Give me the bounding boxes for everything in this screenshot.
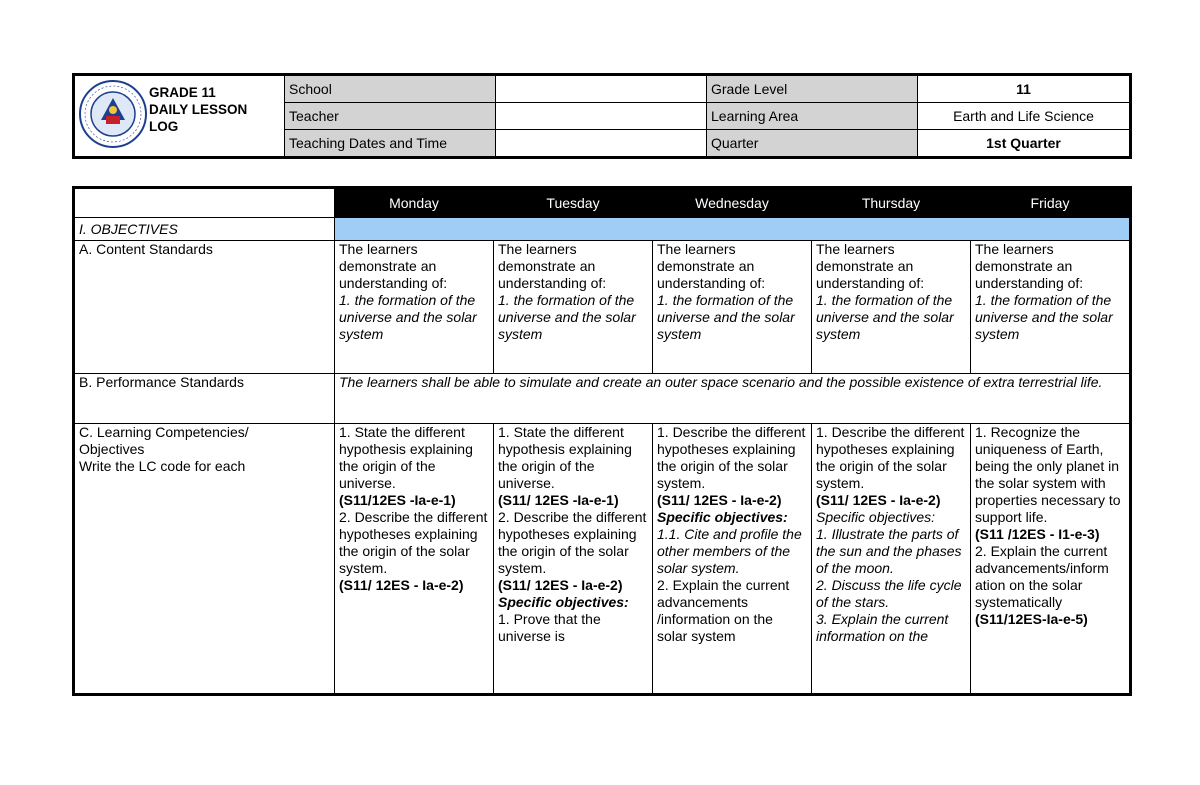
competency-text: 1.1. Cite and profile the other members of the solar system. <box>657 526 802 576</box>
competency-text: 1. Prove that the universe is <box>498 611 601 644</box>
doc-title <box>149 84 247 135</box>
competency-text: 3. Explain the current information on the <box>816 611 949 644</box>
content-standards-monday <box>335 241 494 374</box>
objectives-bar <box>335 218 1131 241</box>
competency-text: 1. State the different hypothesis explaining the origin of the universe. <box>498 424 632 491</box>
competencies-thursday <box>812 424 971 695</box>
title-cell <box>74 75 285 158</box>
doc-title-line: LOG <box>149 119 179 134</box>
competency-text: 2. Describe the different hypotheses explaining the origin of the solar system. <box>339 509 488 576</box>
teacher-label: Teacher <box>285 103 496 130</box>
competency-text: 1. Describe the different hypotheses explaining the origin of the solar system. <box>816 424 965 491</box>
competency-text: 1. State the different hypothesis explaining the origin of the universe. <box>339 424 473 491</box>
competencies-label-line: Write the LC code for each <box>79 458 246 474</box>
content-standards-friday <box>971 241 1131 374</box>
specific-objectives-heading: Specific objectives: <box>498 594 629 610</box>
header-table <box>72 73 1132 159</box>
competency-text: 2. Explain the current advancements/inform ation on the solar systematically <box>975 543 1109 610</box>
quarter-value[interactable]: 1st Quarter <box>918 130 1131 158</box>
lesson-log-table <box>72 186 1132 696</box>
content-standards-item: 1. the formation of the universe and the solar system <box>816 292 954 342</box>
competencies-label-line: Objectives <box>79 441 145 457</box>
deped-seal-icon <box>79 80 147 148</box>
lc-code: (S11 /12ES - I1-e-3) <box>975 526 1100 542</box>
performance-standards-text: The learners shall be able to simulate and create an outer space scenario and the possible existence of extra terrestrial life. <box>335 374 1131 424</box>
content-standards-row <box>74 241 1131 374</box>
content-standards-wednesday <box>653 241 812 374</box>
content-standards-intro: The learners demonstrate an understanding of: <box>657 241 766 291</box>
objectives-label: I. OBJECTIVES <box>74 218 335 241</box>
content-standards-item: 1. the formation of the universe and the solar system <box>339 292 477 342</box>
performance-standards-row <box>74 374 1131 424</box>
objectives-row <box>74 218 1131 241</box>
performance-standards-label: B. Performance Standards <box>74 374 335 424</box>
day-header-row <box>74 188 1131 218</box>
lc-code: (S11/12ES -Ia-e-1) <box>339 492 456 508</box>
competencies-tuesday <box>494 424 653 695</box>
competencies-label <box>74 424 335 695</box>
content-standards-intro: The learners demonstrate an understanding of: <box>816 241 925 291</box>
teacher-value[interactable] <box>496 103 707 130</box>
day-header-friday: Friday <box>971 188 1131 218</box>
specific-objectives-heading: Specific objectives: <box>657 509 788 525</box>
competencies-monday <box>335 424 494 695</box>
competencies-label-line: C. Learning Competencies/ <box>79 424 249 440</box>
content-standards-intro: The learners demonstrate an understanding of: <box>339 241 448 291</box>
day-header-monday: Monday <box>335 188 494 218</box>
competency-text: 1. Illustrate the parts of the sun and the phases of the moon. <box>816 526 962 576</box>
day-header-thursday: Thursday <box>812 188 971 218</box>
school-label: School <box>285 75 496 103</box>
content-standards-item: 1. the formation of the universe and the solar system <box>657 292 795 342</box>
content-standards-item: 1. the formation of the universe and the solar system <box>975 292 1113 342</box>
content-standards-tuesday <box>494 241 653 374</box>
lc-code: (S11/ 12ES - Ia-e-2) <box>816 492 941 508</box>
dates-value[interactable] <box>496 130 707 158</box>
competency-text: 2. Describe the different hypotheses explaining the origin of the solar system. <box>498 509 647 576</box>
competency-text: 1. Recognize the uniqueness of Earth, being the only planet in the solar system with properties necessary to support life. <box>975 424 1121 525</box>
day-header-wednesday: Wednesday <box>653 188 812 218</box>
quarter-label: Quarter <box>707 130 918 158</box>
school-value[interactable] <box>496 75 707 103</box>
competencies-row <box>74 424 1131 695</box>
content-standards-thursday <box>812 241 971 374</box>
lc-code: (S11/ 12ES -Ia-e-1) <box>498 492 619 508</box>
content-standards-intro: The learners demonstrate an understanding of: <box>975 241 1084 291</box>
lc-code: (S11/12ES-Ia-e-5) <box>975 611 1088 627</box>
competencies-wednesday <box>653 424 812 695</box>
content-standards-intro: The learners demonstrate an understanding of: <box>498 241 607 291</box>
competency-text: 1. Describe the different hypotheses explaining the origin of the solar system. <box>657 424 806 491</box>
content-standards-item: 1. the formation of the universe and the solar system <box>498 292 636 342</box>
grade-level-value[interactable]: 11 <box>918 75 1131 103</box>
lc-code: (S11/ 12ES - Ia-e-2) <box>339 577 464 593</box>
learning-area-label: Learning Area <box>707 103 918 130</box>
lc-code: (S11/ 12ES - Ia-e-2) <box>657 492 782 508</box>
grade-level-label: Grade Level <box>707 75 918 103</box>
lc-code: (S11/ 12ES - Ia-e-2) <box>498 577 623 593</box>
dates-label: Teaching Dates and Time <box>285 130 496 158</box>
doc-title-line: DAILY LESSON <box>149 102 248 117</box>
blank-corner <box>74 188 335 218</box>
competency-text: 2. Explain the current advancements /information on the solar system <box>657 577 790 644</box>
learning-area-value[interactable]: Earth and Life Science <box>918 103 1131 130</box>
day-header-tuesday: Tuesday <box>494 188 653 218</box>
competency-text: 2. Discuss the life cycle of the stars. <box>816 577 962 610</box>
content-standards-label: A. Content Standards <box>74 241 335 374</box>
competencies-friday <box>971 424 1131 695</box>
doc-title-line: GRADE 11 <box>149 85 216 100</box>
specific-objectives-heading: Specific objectives: <box>816 509 936 525</box>
